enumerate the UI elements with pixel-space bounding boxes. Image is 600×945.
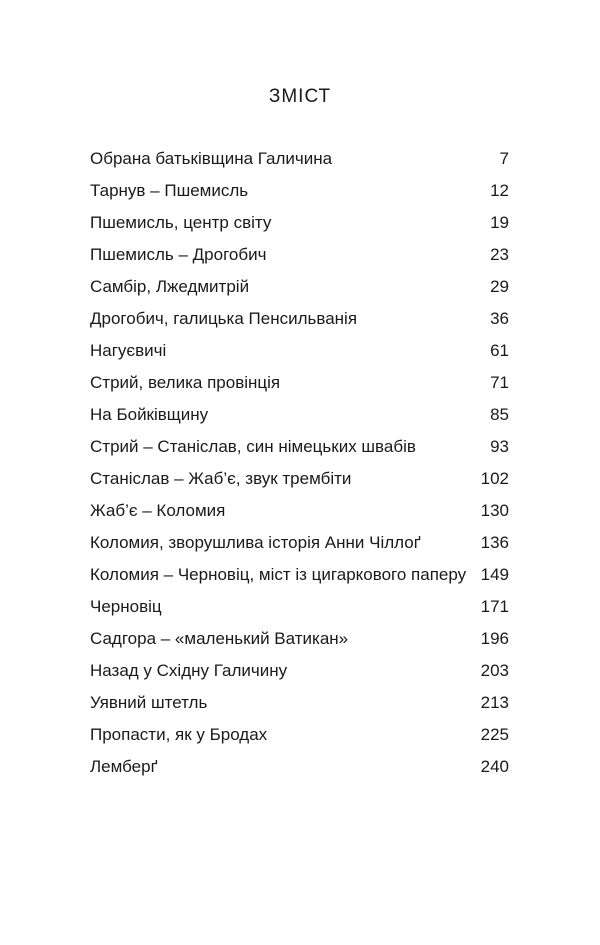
page-title: ЗМІСТ <box>268 86 332 107</box>
toc-entry <box>90 146 509 178</box>
toc-entry-page-number: 203 <box>480 661 509 680</box>
toc-entry <box>90 562 509 594</box>
toc-entry <box>90 690 509 722</box>
toc-entry-title: Пшемисль – Дрогобич <box>90 245 267 264</box>
toc-entry-title: Обрана батьківщина Галичина <box>90 149 333 168</box>
toc-entry-page-number: 93 <box>490 437 509 456</box>
toc-entry <box>90 530 509 562</box>
toc-entry-title: Самбір, Лжедмитрій <box>90 277 250 296</box>
toc-entry-title: Лемберґ <box>90 757 158 776</box>
toc-entry-title: Нагуєвичі <box>90 341 167 360</box>
toc-entry-title: Коломия – Черновіц, міст із цигаркового паперу <box>90 565 467 584</box>
toc-entry-title: Стрий – Станіслав, син німецьких швабів <box>90 437 416 456</box>
toc-entry-page-number: 29 <box>490 277 509 296</box>
toc-entry-page-number: 240 <box>480 757 509 776</box>
toc-entry-page-number: 12 <box>490 181 509 200</box>
toc-entry <box>90 402 509 434</box>
toc-entry <box>90 626 509 658</box>
toc-entry <box>90 434 509 466</box>
toc-entry-title: Дрогобич, галицька Пенсильванія <box>90 309 358 328</box>
toc-entry <box>90 722 509 754</box>
toc-entry-title: Уявний штетль <box>90 693 208 712</box>
toc-entry-page-number: 7 <box>499 149 509 168</box>
toc-entry-page-number: 136 <box>480 533 509 552</box>
toc-entry <box>90 658 509 690</box>
toc-entry-title: Стрий, велика провінція <box>90 373 281 392</box>
toc-entry <box>90 498 509 530</box>
toc-entry <box>90 274 509 306</box>
toc-entry-title: Коломия, зворушлива історія Анни Чіллоґ <box>90 533 421 552</box>
toc-entry <box>90 338 509 370</box>
toc-entry <box>90 754 509 786</box>
toc-entry <box>90 210 509 242</box>
toc-entry-page-number: 71 <box>490 373 509 392</box>
toc-entry <box>90 466 509 498</box>
toc-entry-title: На Бойківщину <box>90 405 209 424</box>
toc-entry-title: Станіслав – Жаб’є, звук трембіти <box>90 469 352 488</box>
table-of-contents <box>90 146 509 786</box>
toc-entry <box>90 594 509 626</box>
toc-entry-title: Назад у Східну Галичину <box>90 661 288 680</box>
toc-entry-title: Черновіц <box>90 597 162 616</box>
toc-entry <box>90 242 509 274</box>
toc-entry-page-number: 36 <box>490 309 509 328</box>
toc-entry <box>90 370 509 402</box>
toc-entry-page-number: 23 <box>490 245 509 264</box>
toc-entry-page-number: 130 <box>480 501 509 520</box>
toc-entry-page-number: 171 <box>480 597 509 616</box>
toc-entry-page-number: 149 <box>480 565 509 584</box>
toc-entry-title: Пропасти, як у Бродах <box>90 725 268 744</box>
toc-entry-page-number: 196 <box>480 629 509 648</box>
toc-entry-page-number: 213 <box>480 693 509 712</box>
toc-entry <box>90 306 509 338</box>
toc-entry-page-number: 85 <box>490 405 509 424</box>
toc-entry-title: Жаб’є – Коломия <box>90 501 226 520</box>
toc-entry-title: Тарнув – Пшемисль <box>90 181 249 200</box>
toc-entry-page-number: 102 <box>480 469 509 488</box>
toc-entry-page-number: 61 <box>490 341 509 360</box>
toc-entry-page-number: 225 <box>480 725 509 744</box>
toc-entry <box>90 178 509 210</box>
toc-entry-title: Садгора – «маленький Ватикан» <box>90 629 349 648</box>
toc-entry-title: Пшемисль, центр світу <box>90 213 272 232</box>
toc-entry-page-number: 19 <box>490 213 509 232</box>
